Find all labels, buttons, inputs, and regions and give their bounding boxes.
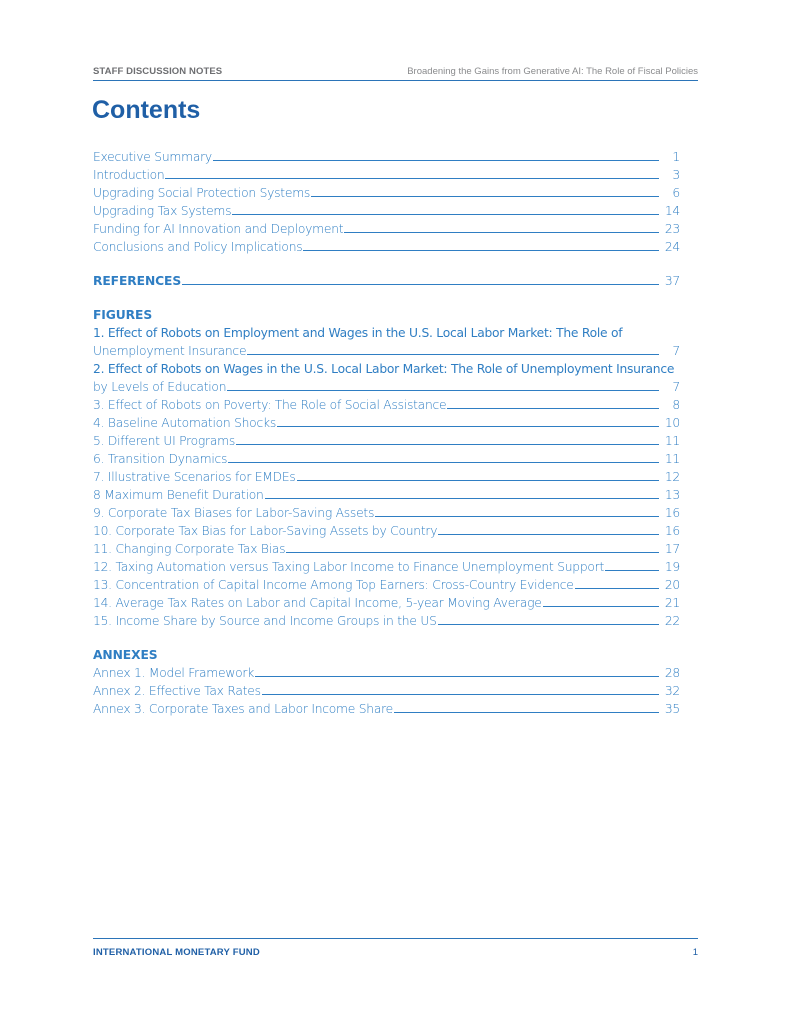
toc-entry-references[interactable]: REFERENCES 37: [93, 274, 680, 288]
toc-entry-figure-14[interactable]: 14. Average Tax Rates on Labor and Capital Income, 5-year Moving Average 21: [93, 596, 680, 610]
annexes-heading: ANNEXES: [93, 648, 158, 662]
toc-entry-conclusions[interactable]: Conclusions and Policy Implications 24: [93, 240, 680, 254]
toc-entry-figure-6[interactable]: 6. Transition Dynamics 11: [93, 452, 680, 466]
toc-entry-annex-1[interactable]: Annex 1. Model Framework 28: [93, 666, 680, 680]
header-series-title: STAFF DISCUSSION NOTES: [93, 66, 223, 77]
toc-entry-figure-15[interactable]: 15. Income Share by Source and Income Groups in the US 22: [93, 614, 680, 628]
toc-entry-figure-13[interactable]: 13. Concentration of Capital Income Among Top Earners: Cross-Country Evidence 20: [93, 578, 680, 592]
toc-entry-annex-3[interactable]: Annex 3. Corporate Taxes and Labor Income Share 35: [93, 702, 680, 716]
page-title: Contents: [92, 96, 201, 124]
toc-entry-figure-8[interactable]: 8 Maximum Benefit Duration 13: [93, 488, 680, 502]
toc-entry-executive-summary[interactable]: Executive Summary 1: [93, 150, 680, 164]
toc-entry-figure-9[interactable]: 9. Corporate Tax Biases for Labor-Saving Assets 16: [93, 506, 680, 520]
footer-organization: INTERNATIONAL MONETARY FUND: [93, 947, 260, 958]
figures-heading: FIGURES: [93, 308, 153, 322]
table-of-contents: [93, 146, 680, 716]
toc-entry-figure-2[interactable]: 2. Effect of Robots on Wages in the U.S. Local Labor Market: The Role of Unemployment Insurance by Levels of Education 7: [93, 362, 680, 394]
toc-entry-figure-1[interactable]: 1. Effect of Robots on Employment and Wages in the U.S. Local Labor Market: The Role of Unemployment Insurance 7: [93, 326, 680, 358]
toc-entry-tax-systems[interactable]: Upgrading Tax Systems 14: [93, 204, 680, 218]
page-header: [93, 66, 698, 81]
toc-entry-figure-11[interactable]: 11. Changing Corporate Tax Bias 17: [93, 542, 680, 556]
toc-entry-figure-4[interactable]: 4. Baseline Automation Shocks 10: [93, 416, 680, 430]
toc-entry-figure-5[interactable]: 5. Different UI Programs 11: [93, 434, 680, 448]
header-document-title: Broadening the Gains from Generative AI: The Role of Fiscal Policies: [407, 66, 698, 77]
toc-entry-figure-12[interactable]: 12. Taxing Automation versus Taxing Labor Income to Finance Unemployment Support 19: [93, 560, 680, 574]
toc-entry-figure-7[interactable]: 7. Illustrative Scenarios for EMDEs 12: [93, 470, 680, 484]
toc-entry-ai-funding[interactable]: Funding for AI Innovation and Deployment 23: [93, 222, 680, 236]
toc-entry-figure-3[interactable]: 3. Effect of Robots on Poverty: The Role of Social Assistance 8: [93, 398, 680, 412]
toc-entry-figure-10[interactable]: 10. Corporate Tax Bias for Labor-Saving Assets by Country 16: [93, 524, 680, 538]
footer-page-number: 1: [692, 947, 698, 958]
page-footer: [93, 938, 698, 959]
toc-entry-introduction[interactable]: Introduction 3: [93, 168, 680, 182]
toc-entry-social-protection[interactable]: Upgrading Social Protection Systems 6: [93, 186, 680, 200]
toc-entry-annex-2[interactable]: Annex 2. Effective Tax Rates 32: [93, 684, 680, 698]
